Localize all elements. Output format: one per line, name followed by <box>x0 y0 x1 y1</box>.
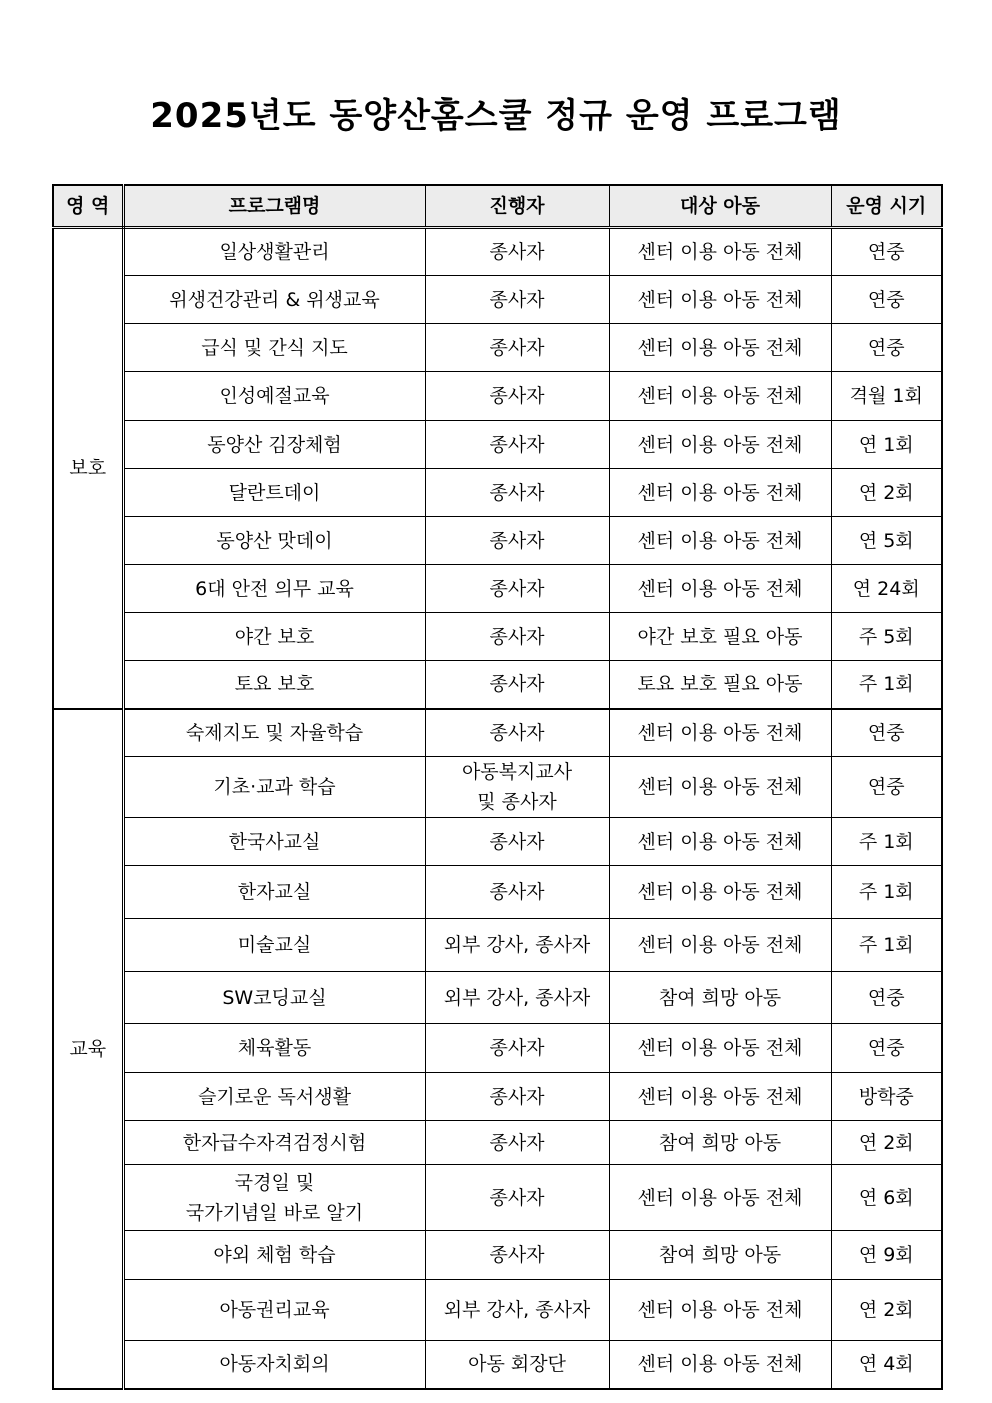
leader-cell <box>425 1280 609 1341</box>
leader-cell <box>425 1073 609 1121</box>
table-row <box>53 565 942 613</box>
leader-cell <box>425 565 609 613</box>
target-cell: 야간 보호 필요 아동 <box>609 613 831 661</box>
target-cell: 센터 이용 아동 전체 <box>609 919 831 972</box>
leader-cell-line: 종사자 <box>489 433 545 456</box>
period-cell: 연중 <box>831 757 942 818</box>
program-name-cell-line: 6대 안전 의무 교육 <box>195 577 354 600</box>
leader-cell-line: 종사자 <box>489 1244 545 1266</box>
table-row <box>53 1165 942 1231</box>
leader-cell-line: 종사자 <box>489 241 545 263</box>
period-cell: 연 2회 <box>831 469 942 517</box>
leader-cell-line: 종사자 <box>489 1131 545 1154</box>
period-cell: 연 2회 <box>831 1280 942 1341</box>
table-header-row <box>53 185 942 228</box>
period-cell: 연 5회 <box>831 517 942 565</box>
program-name-cell-line: 아동권리교육 <box>219 1299 330 1321</box>
leader-cell <box>425 324 609 372</box>
target-cell: 센터 이용 아동 전체 <box>609 1024 831 1073</box>
table-row <box>53 1121 942 1165</box>
leader-cell <box>425 1231 609 1280</box>
period-cell: 방학중 <box>831 1073 942 1121</box>
period-cell: 연 1회 <box>831 421 942 469</box>
header-area: 영 역 <box>53 185 123 228</box>
table-row <box>53 866 942 919</box>
leader-cell-line: 종사자 <box>489 1186 545 1209</box>
leader-cell <box>425 972 609 1024</box>
target-cell: 센터 이용 아동 전체 <box>609 1073 831 1121</box>
leader-cell <box>425 866 609 919</box>
program-name-cell <box>123 565 425 613</box>
table-row <box>53 613 942 661</box>
table-row <box>53 919 942 972</box>
leader-cell <box>425 613 609 661</box>
period-cell: 연중 <box>831 324 942 372</box>
program-name-cell-line: 달란트데이 <box>228 481 321 504</box>
program-name-cell-line: 체육활동 <box>237 1037 312 1059</box>
program-name-cell <box>123 517 425 565</box>
table-row <box>53 1073 942 1121</box>
period-cell: 주 1회 <box>831 661 942 709</box>
leader-cell-line: 종사자 <box>489 721 545 744</box>
table-row <box>53 276 942 324</box>
period-cell: 연 24회 <box>831 565 942 613</box>
table-row <box>53 1024 942 1073</box>
area-cell: 보호 <box>53 228 123 709</box>
leader-cell-line: 종사자 <box>489 830 545 853</box>
leader-cell <box>425 1165 609 1231</box>
table-row <box>53 1341 942 1389</box>
table-row <box>53 1231 942 1280</box>
program-name-cell <box>123 661 425 709</box>
program-name-cell-line: 미술교실 <box>237 934 312 956</box>
page-title: 2025년도 동양산홈스쿨 정규 운영 프로그램 <box>150 96 842 136</box>
target-cell: 센터 이용 아동 전체 <box>609 757 831 818</box>
target-cell: 센터 이용 아동 전체 <box>609 372 831 421</box>
program-name-cell <box>123 972 425 1024</box>
period-cell: 격월 1회 <box>831 372 942 421</box>
program-name-cell-line: 아동자치회의 <box>219 1353 330 1376</box>
leader-cell-line: 외부 강사, 종사자 <box>443 1299 591 1321</box>
program-name-cell <box>123 757 425 818</box>
program-name-cell <box>123 919 425 972</box>
program-name-cell-line: 인성예절교육 <box>219 385 330 407</box>
table-row <box>53 972 942 1024</box>
leader-cell-line: 종사자 <box>489 385 545 407</box>
program-name-cell-line: 동양산 맛데이 <box>216 529 333 552</box>
leader-cell-line: 종사자 <box>489 288 545 311</box>
program-name-cell <box>123 818 425 866</box>
leader-cell <box>425 372 609 421</box>
header-period: 운영 시기 <box>831 185 942 228</box>
header-program: 프로그램명 <box>123 185 425 228</box>
program-name-cell-line: 토요 보호 <box>234 673 315 696</box>
leader-cell-line: 외부 강사, 종사자 <box>443 986 591 1009</box>
target-cell: 센터 이용 아동 전체 <box>609 421 831 469</box>
table-row <box>53 228 942 276</box>
program-table <box>52 184 943 1390</box>
program-name-cell <box>123 372 425 421</box>
leader-cell-line: 종사자 <box>489 336 545 359</box>
period-cell: 주 1회 <box>831 866 942 919</box>
leader-cell <box>425 757 609 818</box>
program-name-cell <box>123 1121 425 1165</box>
target-cell: 센터 이용 아동 전체 <box>609 1165 831 1231</box>
leader-cell <box>425 661 609 709</box>
program-name-cell-line: 숙제지도 및 자율학습 <box>185 721 364 744</box>
target-cell: 센터 이용 아동 전체 <box>609 1341 831 1389</box>
program-name-cell <box>123 1231 425 1280</box>
leader-cell-line: 아동복지교사 <box>461 761 573 783</box>
target-cell: 센터 이용 아동 전체 <box>609 709 831 757</box>
leader-cell <box>425 276 609 324</box>
table-body <box>53 228 942 1389</box>
target-cell: 토요 보호 필요 아동 <box>609 661 831 709</box>
period-cell: 연 9회 <box>831 1231 942 1280</box>
target-cell: 참여 희망 아동 <box>609 1231 831 1280</box>
leader-cell-line: 종사자 <box>489 1037 545 1059</box>
leader-cell <box>425 709 609 757</box>
program-name-cell <box>123 1341 425 1389</box>
program-name-cell-line: 한국사교실 <box>228 830 321 853</box>
program-name-cell-line: 국가기념일 바로 알기 <box>185 1201 364 1224</box>
leader-cell <box>425 1341 609 1389</box>
target-cell: 참여 희망 아동 <box>609 972 831 1024</box>
program-name-cell-line: 한자급수자격검정시험 <box>182 1131 367 1154</box>
table-row <box>53 517 942 565</box>
leader-cell-line: 종사자 <box>489 881 545 903</box>
table-row <box>53 421 942 469</box>
period-cell: 연중 <box>831 972 942 1024</box>
program-name-cell <box>123 866 425 919</box>
program-name-cell <box>123 613 425 661</box>
table-row <box>53 324 942 372</box>
program-name-cell-line: 국경일 및 <box>234 1171 315 1194</box>
table-row <box>53 818 942 866</box>
program-name-cell <box>123 1073 425 1121</box>
program-name-cell-line: 한자교실 <box>237 881 312 903</box>
leader-cell-line: 외부 강사, 종사자 <box>443 934 591 956</box>
leader-cell <box>425 818 609 866</box>
program-name-cell-line: 위생건강관리 & 위생교육 <box>169 288 380 311</box>
table-row <box>53 469 942 517</box>
program-name-cell <box>123 1280 425 1341</box>
program-name-cell <box>123 709 425 757</box>
program-name-cell-line: 동양산 김장체험 <box>207 433 342 456</box>
period-cell: 연 2회 <box>831 1121 942 1165</box>
target-cell: 센터 이용 아동 전체 <box>609 324 831 372</box>
target-cell: 센터 이용 아동 전체 <box>609 866 831 919</box>
leader-cell <box>425 228 609 276</box>
leader-cell <box>425 469 609 517</box>
table-row <box>53 661 942 709</box>
leader-cell <box>425 1121 609 1165</box>
period-cell: 주 5회 <box>831 613 942 661</box>
target-cell: 센터 이용 아동 전체 <box>609 1280 831 1341</box>
target-cell: 센터 이용 아동 전체 <box>609 469 831 517</box>
table-row <box>53 757 942 818</box>
header-leader: 진행자 <box>425 185 609 228</box>
program-name-cell-line: 야간 보호 <box>234 625 315 648</box>
area-cell: 교육 <box>53 709 123 1389</box>
program-name-cell-line: SW코딩교실 <box>222 986 327 1009</box>
header-target: 대상 아동 <box>609 185 831 228</box>
program-name-cell-line: 야외 체험 학습 <box>213 1244 336 1266</box>
leader-cell <box>425 1024 609 1073</box>
leader-cell <box>425 517 609 565</box>
program-name-cell-line: 급식 및 간식 지도 <box>201 336 348 359</box>
leader-cell <box>425 421 609 469</box>
leader-cell-line: 아동 회장단 <box>468 1353 566 1376</box>
target-cell: 센터 이용 아동 전체 <box>609 228 831 276</box>
program-name-cell <box>123 421 425 469</box>
period-cell: 연중 <box>831 228 942 276</box>
period-cell: 연중 <box>831 1024 942 1073</box>
program-name-cell <box>123 1024 425 1073</box>
leader-cell-line: 종사자 <box>489 577 545 600</box>
program-name-cell-line: 기초·교과 학습 <box>213 776 336 798</box>
program-name-cell-line: 일상생활관리 <box>219 241 330 263</box>
table-row <box>53 372 942 421</box>
period-cell: 연중 <box>831 276 942 324</box>
period-cell: 연 4회 <box>831 1341 942 1389</box>
target-cell: 센터 이용 아동 전체 <box>609 565 831 613</box>
leader-cell-line: 종사자 <box>489 529 545 552</box>
target-cell: 참여 희망 아동 <box>609 1121 831 1165</box>
leader-cell <box>425 919 609 972</box>
leader-cell-line: 종사자 <box>489 481 545 504</box>
period-cell: 주 1회 <box>831 919 942 972</box>
program-name-cell <box>123 324 425 372</box>
target-cell: 센터 이용 아동 전체 <box>609 276 831 324</box>
table-row <box>53 709 942 757</box>
table-row <box>53 1280 942 1341</box>
target-cell: 센터 이용 아동 전체 <box>609 818 831 866</box>
program-name-cell <box>123 276 425 324</box>
leader-cell-line: 종사자 <box>489 1085 545 1108</box>
program-name-cell <box>123 1165 425 1231</box>
period-cell: 주 1회 <box>831 818 942 866</box>
program-name-cell <box>123 469 425 517</box>
leader-cell-line: 및 종사자 <box>477 791 557 813</box>
program-name-cell <box>123 228 425 276</box>
leader-cell-line: 종사자 <box>489 673 545 696</box>
period-cell: 연 6회 <box>831 1165 942 1231</box>
program-name-cell-line: 슬기로운 독서생활 <box>198 1085 351 1108</box>
target-cell: 센터 이용 아동 전체 <box>609 517 831 565</box>
period-cell: 연중 <box>831 709 942 757</box>
leader-cell-line: 종사자 <box>489 625 545 648</box>
